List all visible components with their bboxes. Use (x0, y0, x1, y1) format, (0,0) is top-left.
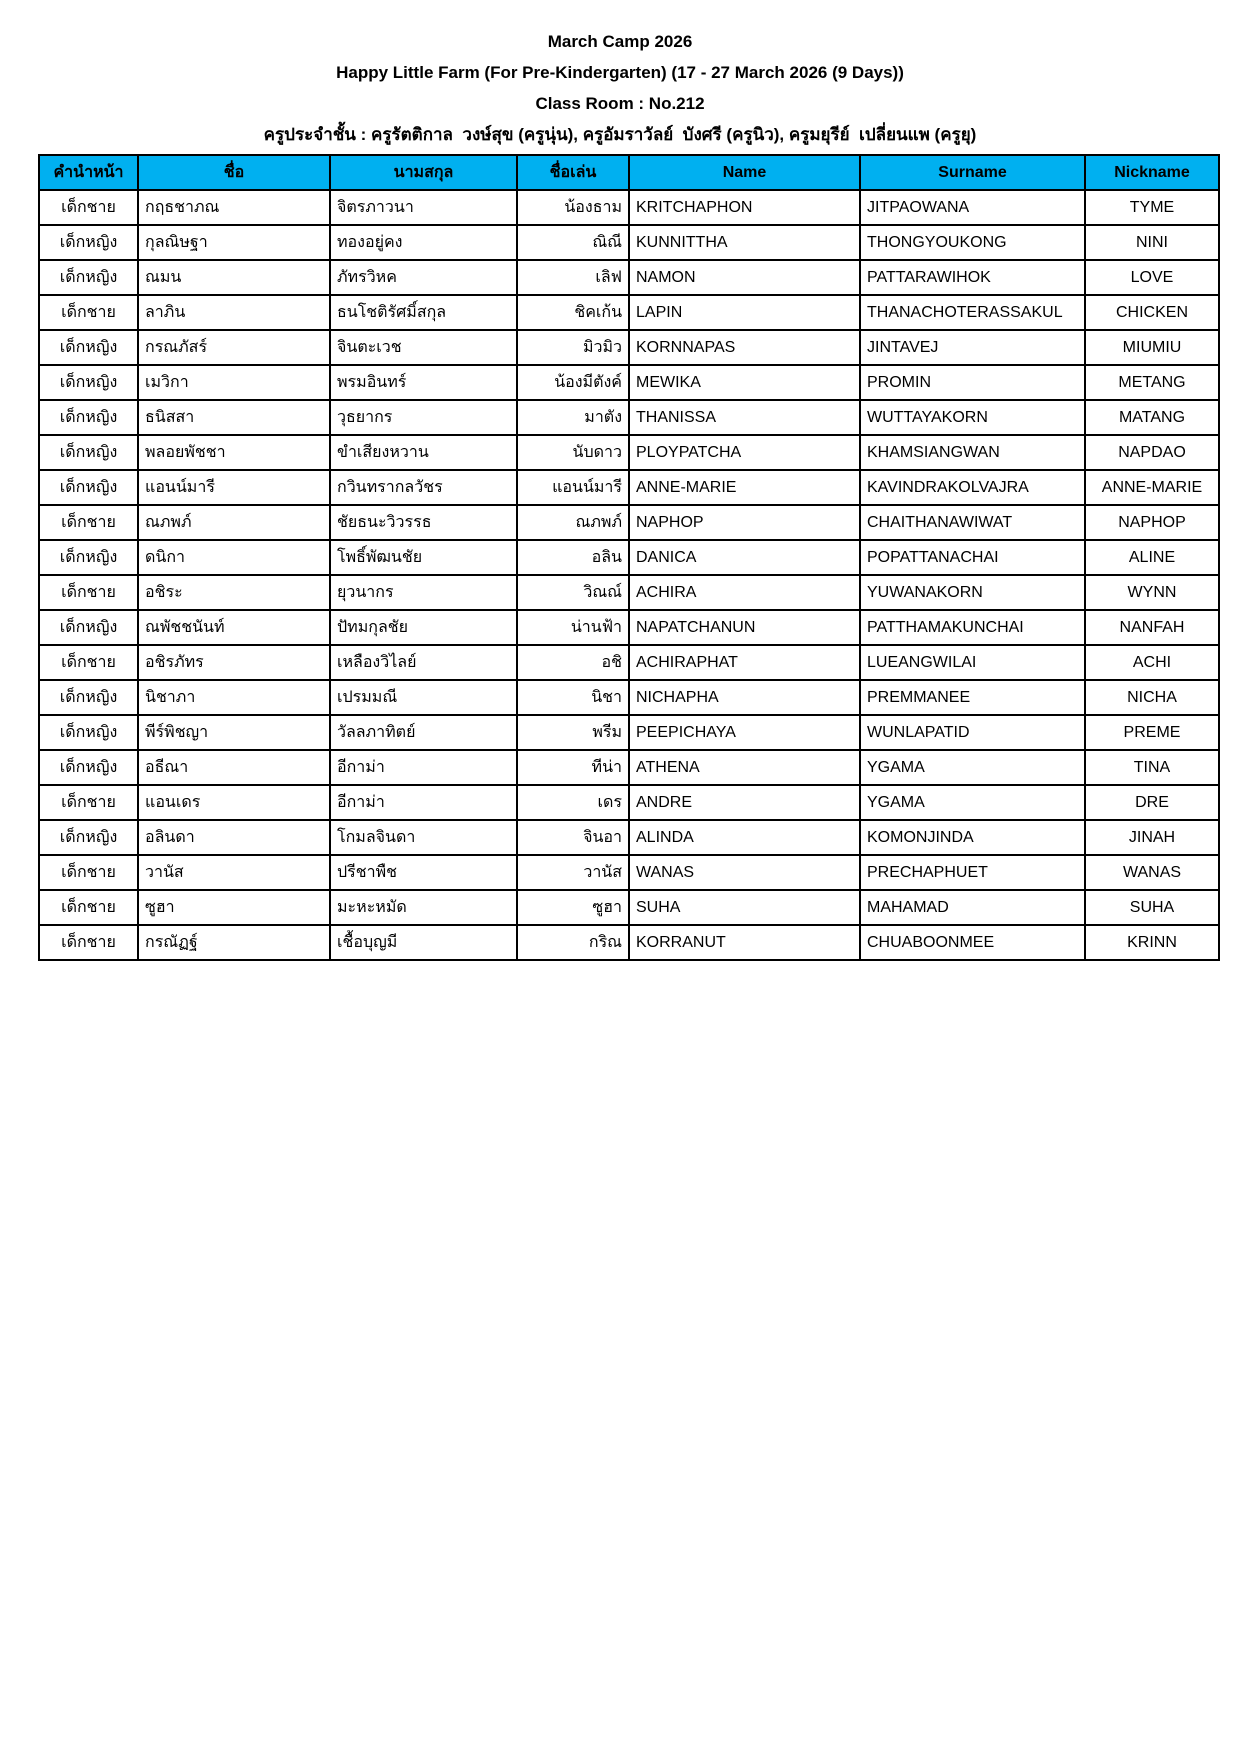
cell-surname-en: MAHAMAD (860, 890, 1085, 925)
cell-name-en: KRITCHAPHON (629, 190, 860, 225)
cell-nickname-en: LOVE (1085, 260, 1219, 295)
cell-surname-th: โพธิ์พัฒนชัย (330, 540, 517, 575)
cell-surname-th: ปัทมกุลชัย (330, 610, 517, 645)
cell-prefix-th: เด็กหญิง (39, 610, 138, 645)
table-row (39, 820, 1219, 855)
cell-nickname-en: METANG (1085, 365, 1219, 400)
table-row (39, 645, 1219, 680)
cell-first-name-th: แอนเดร (138, 785, 330, 820)
cell-nickname-th: แอนน์มารี (517, 470, 629, 505)
column-header-prefix-th: คำนำหน้า (39, 155, 138, 190)
cell-first-name-th: นิชาภา (138, 680, 330, 715)
cell-prefix-th: เด็กหญิง (39, 260, 138, 295)
cell-first-name-th: วานัส (138, 855, 330, 890)
cell-first-name-th: ซูฮา (138, 890, 330, 925)
cell-nickname-th: อลิน (517, 540, 629, 575)
cell-name-en: NAMON (629, 260, 860, 295)
cell-name-en: SUHA (629, 890, 860, 925)
cell-first-name-th: กรณัฏฐ์ (138, 925, 330, 960)
cell-nickname-th: กริณ (517, 925, 629, 960)
cell-name-en: ANDRE (629, 785, 860, 820)
table-row (39, 855, 1219, 890)
cell-surname-en: POPATTANACHAI (860, 540, 1085, 575)
cell-surname-th: เปรมมณี (330, 680, 517, 715)
page-title: March Camp 2026 (547, 32, 693, 51)
cell-nickname-th: นิชา (517, 680, 629, 715)
cell-first-name-th: ณพัชชนันท์ (138, 610, 330, 645)
cell-surname-en: KHAMSIANGWAN (860, 435, 1085, 470)
cell-surname-en: WUTTAYAKORN (860, 400, 1085, 435)
table-row (39, 260, 1219, 295)
cell-name-en: ACHIRA (629, 575, 860, 610)
table-row (39, 190, 1219, 225)
cell-surname-th: ทองอยู่คง (330, 225, 517, 260)
cell-nickname-th: น้องมีตังค์ (517, 365, 629, 400)
table-row (39, 890, 1219, 925)
cell-first-name-th: กรณภัสร์ (138, 330, 330, 365)
table-row (39, 540, 1219, 575)
cell-surname-en: KOMONJINDA (860, 820, 1085, 855)
cell-prefix-th: เด็กชาย (39, 855, 138, 890)
cell-first-name-th: ณมน (138, 260, 330, 295)
cell-nickname-en: CHICKEN (1085, 295, 1219, 330)
cell-first-name-th: อลินดา (138, 820, 330, 855)
cell-name-en: ALINDA (629, 820, 860, 855)
cell-first-name-th: แอนน์มารี (138, 470, 330, 505)
cell-name-en: PEEPICHAYA (629, 715, 860, 750)
cell-nickname-en: ANNE-MARIE (1085, 470, 1219, 505)
column-header-nickname-en: Nickname (1085, 155, 1219, 190)
cell-surname-en: PREMMANEE (860, 680, 1085, 715)
cell-surname-th: วุธยากร (330, 400, 517, 435)
cell-surname-th: จินตะเวช (330, 330, 517, 365)
cell-first-name-th: อชิรภัทร (138, 645, 330, 680)
cell-nickname-th: เลิฟ (517, 260, 629, 295)
cell-name-en: KORNNAPAS (629, 330, 860, 365)
cell-nickname-en: PREME (1085, 715, 1219, 750)
cell-prefix-th: เด็กชาย (39, 505, 138, 540)
cell-nickname-en: WYNN (1085, 575, 1219, 610)
cell-surname-th: จิตรภาวนา (330, 190, 517, 225)
table-row (39, 470, 1219, 505)
cell-surname-en: YGAMA (860, 750, 1085, 785)
cell-surname-th: ปรีชาพืช (330, 855, 517, 890)
cell-surname-th: ขำเสียงหวาน (330, 435, 517, 470)
cell-first-name-th: กฤธชาภณ (138, 190, 330, 225)
cell-nickname-th: ทีน่า (517, 750, 629, 785)
cell-surname-en: PROMIN (860, 365, 1085, 400)
cell-name-en: PLOYPATCHA (629, 435, 860, 470)
cell-prefix-th: เด็กหญิง (39, 435, 138, 470)
cell-name-en: DANICA (629, 540, 860, 575)
cell-nickname-en: TINA (1085, 750, 1219, 785)
cell-prefix-th: เด็กหญิง (39, 820, 138, 855)
column-header-nickname-th: ชื่อเล่น (517, 155, 629, 190)
cell-nickname-en: MATANG (1085, 400, 1219, 435)
roster-table (38, 154, 1220, 961)
cell-name-en: THANISSA (629, 400, 860, 435)
cell-surname-en: YUWANAKORN (860, 575, 1085, 610)
cell-nickname-th: น้องธาม (517, 190, 629, 225)
cell-nickname-en: TYME (1085, 190, 1219, 225)
cell-nickname-en: NANFAH (1085, 610, 1219, 645)
cell-surname-th: วัลลภาทิตย์ (330, 715, 517, 750)
cell-prefix-th: เด็กชาย (39, 295, 138, 330)
cell-surname-en: CHAITHANAWIWAT (860, 505, 1085, 540)
cell-surname-th: ชัยธนะวิวรรธ (330, 505, 517, 540)
cell-name-en: ANNE-MARIE (629, 470, 860, 505)
cell-surname-en: WUNLAPATID (860, 715, 1085, 750)
cell-name-en: LAPIN (629, 295, 860, 330)
cell-nickname-en: DRE (1085, 785, 1219, 820)
cell-surname-en: LUEANGWILAI (860, 645, 1085, 680)
cell-prefix-th: เด็กชาย (39, 575, 138, 610)
document-header (0, 0, 1240, 150)
cell-nickname-en: NINI (1085, 225, 1219, 260)
cell-prefix-th: เด็กชาย (39, 925, 138, 960)
cell-nickname-en: KRINN (1085, 925, 1219, 960)
cell-first-name-th: พีร์พิชญา (138, 715, 330, 750)
cell-surname-en: JINTAVEJ (860, 330, 1085, 365)
cell-surname-th: ธนโชติรัศมิ์สกุล (330, 295, 517, 330)
cell-prefix-th: เด็กหญิง (39, 470, 138, 505)
cell-nickname-th: วิณณ์ (517, 575, 629, 610)
table-row (39, 365, 1219, 400)
cell-surname-en: PATTHAMAKUNCHAI (860, 610, 1085, 645)
table-row (39, 225, 1219, 260)
cell-nickname-th: ณิณี (517, 225, 629, 260)
cell-nickname-th: จินอา (517, 820, 629, 855)
cell-nickname-th: พรีม (517, 715, 629, 750)
cell-name-en: KUNNITTHA (629, 225, 860, 260)
cell-name-en: ATHENA (629, 750, 860, 785)
cell-prefix-th: เด็กหญิง (39, 750, 138, 785)
cell-surname-en: JITPAOWANA (860, 190, 1085, 225)
cell-surname-th: มะหะหมัด (330, 890, 517, 925)
table-row (39, 785, 1219, 820)
table-row (39, 575, 1219, 610)
cell-prefix-th: เด็กหญิง (39, 540, 138, 575)
cell-first-name-th: กุลณิษฐา (138, 225, 330, 260)
roster-table-body (39, 190, 1219, 960)
table-row (39, 925, 1219, 960)
cell-first-name-th: ดนิกา (138, 540, 330, 575)
cell-prefix-th: เด็กชาย (39, 785, 138, 820)
cell-name-en: ACHIRAPHAT (629, 645, 860, 680)
cell-surname-th: ภัทรวิหค (330, 260, 517, 295)
cell-surname-en: THONGYOUKONG (860, 225, 1085, 260)
table-row (39, 295, 1219, 330)
cell-nickname-en: SUHA (1085, 890, 1219, 925)
cell-nickname-en: ACHI (1085, 645, 1219, 680)
page-subtitle: Happy Little Farm (For Pre-Kindergarten) (17 - 27 March 2026 (9 Days)) (336, 63, 904, 82)
cell-first-name-th: ธนิสสา (138, 400, 330, 435)
cell-first-name-th: ลาภิน (138, 295, 330, 330)
table-row (39, 715, 1219, 750)
cell-nickname-en: JINAH (1085, 820, 1219, 855)
teachers-line: ครูประจำชั้น : ครูรัตติกาล วงษ์สุข (ครูนุ่น), ครูอัมราวัลย์ บังศรี (ครูนิว), ครูมยุรีย์ เปลี่ยนแพ (ครูยุ) (263, 125, 977, 144)
cell-nickname-th: ชิคเก้น (517, 295, 629, 330)
cell-surname-th: เหลืองวิไลย์ (330, 645, 517, 680)
table-header-row (39, 155, 1219, 190)
cell-surname-th: เชื้อบุญมี (330, 925, 517, 960)
column-header-first-name-th: ชื่อ (138, 155, 330, 190)
cell-name-en: NAPATCHANUN (629, 610, 860, 645)
cell-surname-th: ยุวนากร (330, 575, 517, 610)
column-header-surname-en: Surname (860, 155, 1085, 190)
cell-nickname-th: น่านฟ้า (517, 610, 629, 645)
cell-surname-th: โกมลจินดา (330, 820, 517, 855)
cell-nickname-th: มาตัง (517, 400, 629, 435)
cell-prefix-th: เด็กชาย (39, 190, 138, 225)
cell-prefix-th: เด็กชาย (39, 645, 138, 680)
cell-first-name-th: อชิระ (138, 575, 330, 610)
table-row (39, 680, 1219, 715)
roster-table-head (39, 155, 1219, 190)
table-row (39, 330, 1219, 365)
cell-prefix-th: เด็กหญิง (39, 225, 138, 260)
cell-nickname-en: MIUMIU (1085, 330, 1219, 365)
cell-nickname-th: มิวมิว (517, 330, 629, 365)
column-header-surname-th: นามสกุล (330, 155, 517, 190)
cell-nickname-th: นับดาว (517, 435, 629, 470)
cell-prefix-th: เด็กชาย (39, 890, 138, 925)
cell-surname-en: YGAMA (860, 785, 1085, 820)
cell-prefix-th: เด็กหญิง (39, 680, 138, 715)
cell-first-name-th: อธีณา (138, 750, 330, 785)
cell-first-name-th: พลอยพัชชา (138, 435, 330, 470)
cell-surname-en: KAVINDRAKOLVAJRA (860, 470, 1085, 505)
cell-prefix-th: เด็กหญิง (39, 330, 138, 365)
cell-surname-th: อีกาม่า (330, 750, 517, 785)
cell-surname-en: THANACHOTERASSAKUL (860, 295, 1085, 330)
cell-nickname-en: WANAS (1085, 855, 1219, 890)
cell-first-name-th: ณภพภ์ (138, 505, 330, 540)
cell-name-en: KORRANUT (629, 925, 860, 960)
classroom-line: Class Room : No.212 (535, 94, 705, 113)
table-row (39, 505, 1219, 540)
table-row (39, 610, 1219, 645)
cell-nickname-en: NAPHOP (1085, 505, 1219, 540)
table-row (39, 750, 1219, 785)
table-row (39, 400, 1219, 435)
cell-name-en: WANAS (629, 855, 860, 890)
cell-nickname-th: วานัส (517, 855, 629, 890)
cell-surname-th: กวินทรากลวัชร (330, 470, 517, 505)
cell-first-name-th: เมวิกา (138, 365, 330, 400)
cell-surname-en: PRECHAPHUET (860, 855, 1085, 890)
cell-surname-th: พรมอินทร์ (330, 365, 517, 400)
cell-surname-en: CHUABOONMEE (860, 925, 1085, 960)
cell-nickname-en: ALINE (1085, 540, 1219, 575)
cell-name-en: NICHAPHA (629, 680, 860, 715)
cell-nickname-th: ณภพภ์ (517, 505, 629, 540)
cell-name-en: NAPHOP (629, 505, 860, 540)
cell-prefix-th: เด็กหญิง (39, 400, 138, 435)
cell-nickname-th: ซูฮา (517, 890, 629, 925)
cell-prefix-th: เด็กหญิง (39, 715, 138, 750)
cell-nickname-th: อชิ (517, 645, 629, 680)
table-row (39, 435, 1219, 470)
cell-name-en: MEWIKA (629, 365, 860, 400)
cell-nickname-en: NICHA (1085, 680, 1219, 715)
cell-nickname-en: NAPDAO (1085, 435, 1219, 470)
cell-nickname-th: เดร (517, 785, 629, 820)
cell-surname-en: PATTARAWIHOK (860, 260, 1085, 295)
cell-prefix-th: เด็กหญิง (39, 365, 138, 400)
column-header-name-en: Name (629, 155, 860, 190)
cell-surname-th: อีกาม่า (330, 785, 517, 820)
